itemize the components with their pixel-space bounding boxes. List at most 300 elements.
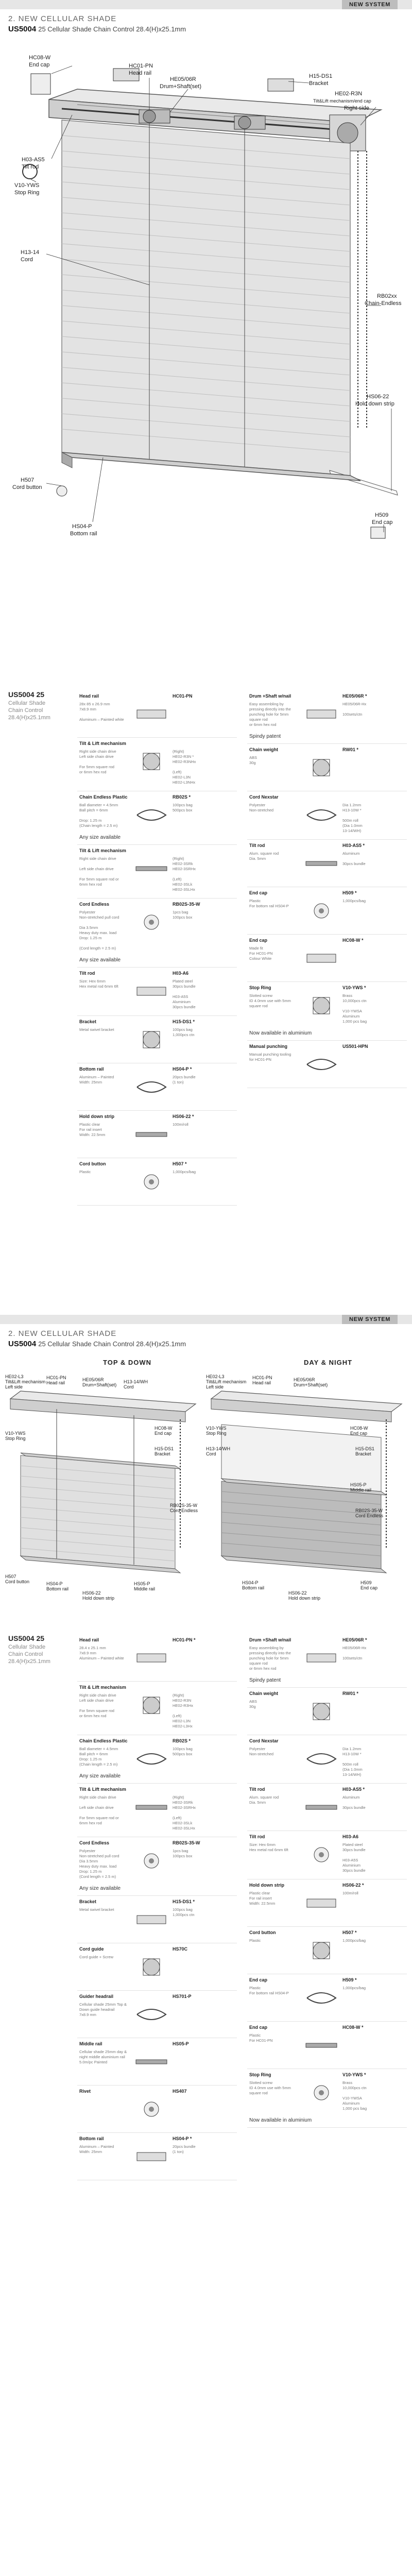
callout-text: Cord Endless <box>170 1508 198 1513</box>
part-description: Manual punching tooling for HC01-PN <box>249 1052 291 1062</box>
part-code: H03-A6 <box>342 1834 359 1839</box>
part-packing: 100pcs bag 500pcs box <box>173 803 193 812</box>
part-description: Metal swivel bracket <box>79 1907 114 1912</box>
part-row <box>247 2022 407 2069</box>
part-code: HC08-W * <box>342 938 364 943</box>
part-thumbnail-icon <box>133 2048 170 2075</box>
callout-text: HE05/06R <box>294 1377 315 1382</box>
callout-text: RB02S-35-W <box>355 1508 383 1513</box>
part-code: HS701-P <box>173 1994 192 1999</box>
part-code: H03-AS5 * <box>342 1787 365 1792</box>
part-name: Tilt rod <box>249 1834 265 1839</box>
part-packing: 20pcs bundle (1 ton) <box>173 2144 196 2154</box>
part-row <box>77 1016 237 1063</box>
part-description: Plastic For bottom rail HS04-P <box>249 899 289 908</box>
callout-text: End cap <box>360 1585 378 1590</box>
part-row <box>247 1688 407 1735</box>
callout-text: H13-14/WH <box>206 1446 231 1451</box>
part-packing: Aluminum 30pcs bundle <box>342 1795 366 1810</box>
part-note: Spindy patent <box>249 734 281 739</box>
part-packing: (Right) HE02-R3N HE02-R3Hx (Left) HE02-L3N HE02-L3Hx <box>173 1693 194 1728</box>
callout-text: RB02S-35-W <box>170 1503 198 1508</box>
part-name: Chain weight <box>249 1691 278 1696</box>
part-code: US501-HPN <box>342 1044 368 1049</box>
callout-text: H509 <box>375 512 389 518</box>
part-description: 28x 85 x 26.9 mm 7x8.9 mm Aluminum – Painted white <box>79 702 124 722</box>
callout-text: Tilt&Lift mechanism/end cap <box>313 98 371 104</box>
part-packing: Dia 1.2mm H13-10W * 500m roll (Dia 1.0mm 13-14/WH) <box>342 803 363 833</box>
part-thumbnail-icon <box>303 701 340 727</box>
part-thumbnail-icon <box>133 2143 170 2170</box>
part-code: RB02S * <box>173 794 191 800</box>
part-thumbnail-icon <box>133 1906 170 1933</box>
part-packing: Brass 10,000pcs ctn V10-YWSA Aluminum 1,000 pcs bag <box>342 2080 367 2111</box>
part-thumbnail-icon <box>303 2032 340 2059</box>
part-description: Aluminum – Painted Width: 25mm <box>79 1075 114 1084</box>
part-packing: Brass 10,000pcs ctn V10-YWSA Aluminum 1,000 pcs bag <box>342 993 367 1024</box>
callout-text: H13-14 <box>21 249 40 256</box>
part-name: Tilt & Lift mechanism <box>79 741 126 746</box>
part-name: Chain Endless Plastic <box>79 794 128 800</box>
part-description: Alum. square rod Dia. 5mm <box>249 851 279 861</box>
callout-text: Middle rail <box>350 1487 372 1493</box>
part-name: End cap <box>249 2025 268 2030</box>
part-packing: 100pcs bag 1,000pcs ctn <box>173 1027 195 1037</box>
part-thumbnail-icon <box>133 1121 170 1148</box>
part-thumbnail-icon <box>133 1954 170 1980</box>
part-thumbnail-icon <box>133 1745 170 1772</box>
part-row <box>77 1682 237 1735</box>
part-note: Any size available <box>79 1773 121 1779</box>
callout-text: Head rail <box>252 1380 271 1385</box>
part-row <box>77 1784 237 1837</box>
part-name: Manual punching <box>249 1044 287 1049</box>
callout-text: V10-YWS <box>5 1431 26 1436</box>
callout-text: Hold down strip <box>355 401 394 407</box>
part-row <box>77 968 237 1016</box>
callout-text: HC08-W <box>350 1426 368 1431</box>
part-thumbnail-icon <box>303 992 340 1019</box>
part-packing: Plated steel 30pcs bundle H03-A5S Aluminium 30pcs bundle <box>342 1842 366 1873</box>
part-code: HS05-P <box>173 2041 189 2046</box>
part-thumbnail-icon <box>133 1692 170 1719</box>
part-description: 28.4 x 25.1 mm 7x8.9 mm Aluminum – Painted white <box>79 1646 124 1660</box>
callout-text: Head rail <box>46 1380 65 1385</box>
callout-text: HE02-L3 <box>206 1374 225 1379</box>
part-description: ABS 30g <box>249 1699 258 1709</box>
model-description: 25 Cellular Shade Chain Control 28.4(H)x25.1mm <box>38 25 186 33</box>
section-title: 2. NEW CELLULAR SHADE <box>8 14 117 23</box>
side-description: Cellular Shade Chain Control 28.4(H)x25.1mm <box>8 700 50 721</box>
part-packing: (Right) HE02-3SRk HE02-3SRHx (Left) HE02-3SLk HE02-3SLHx <box>173 856 196 892</box>
part-note: Spindy patent <box>249 1677 281 1683</box>
part-row <box>77 2038 237 2086</box>
part-code: HC01-PN <box>173 693 193 699</box>
side-model: US5004 25 <box>8 690 45 699</box>
parts-column-right <box>247 690 407 1088</box>
part-note: Any size available <box>79 957 121 963</box>
part-thumbnail-icon <box>303 802 340 828</box>
part-row <box>77 1943 237 1991</box>
callout-text: HS06-22 <box>82 1590 101 1596</box>
callout-text: H15-DS1 <box>309 73 333 79</box>
callout-text: HS06-22 <box>288 1590 307 1596</box>
model-line <box>8 25 412 33</box>
callout-text: HS04-P <box>46 1581 63 1586</box>
part-thumbnail-icon <box>303 754 340 781</box>
part-code: H15-DS1 * <box>173 1019 195 1024</box>
part-packing: 100m/roll <box>342 1891 358 1895</box>
callout-text: HE02-R3N <box>335 91 363 97</box>
part-row <box>247 744 407 791</box>
callout-text: Right side <box>344 105 369 111</box>
part-code: V10-YWS * <box>342 985 366 990</box>
callout-text: Cord button <box>5 1579 30 1584</box>
part-name: Bracket <box>79 1899 97 1904</box>
callout-text: H509 <box>360 1580 372 1585</box>
part-thumbnail-icon <box>133 1848 170 1874</box>
part-note: Now available in aluminium <box>249 2117 312 2123</box>
part-code: HS70C <box>173 1946 188 1952</box>
part-code: RW01 * <box>342 1691 358 1696</box>
part-name: Cord button <box>249 1930 276 1935</box>
part-code: HE05/06R * <box>342 1637 367 1642</box>
part-name: Drum +Shaft w/nail <box>249 1637 291 1642</box>
part-code: RW01 * <box>342 747 358 752</box>
part-packing: 100m/roll <box>173 1122 188 1127</box>
callout-text: H15-DS1 <box>355 1446 375 1451</box>
part-description: ABS 30g <box>249 755 258 765</box>
part-note: Any size available <box>79 835 121 840</box>
part-row <box>77 1634 237 1682</box>
part-row <box>77 1837 237 1896</box>
part-packing: 1,000pcs/bag <box>342 1938 366 1943</box>
part-packing: 1,000pcs/bag <box>173 1170 196 1174</box>
part-code: HC01-PN * <box>173 1637 196 1642</box>
part-name: Rivet <box>79 2089 91 2094</box>
callout-text: Cord <box>206 1451 216 1456</box>
model-description: 25 Cellular Shade Chain Control 28.4(H)x25.1mm <box>38 1340 186 1348</box>
top-down-title: TOP & DOWN <box>103 1359 152 1366</box>
header-band <box>0 0 412 9</box>
part-description: Polyester Non-stretched pull cord Dia 3.5mm Heavy duty max. load Drop: 1.25 m (Cord length = 2.5 m) <box>79 1849 119 1879</box>
part-row <box>77 1735 237 1784</box>
callout-text: HC01-PN <box>46 1375 66 1380</box>
part-description: Made fit For HC01-PN Colour White <box>249 946 273 961</box>
part-thumbnail-icon <box>133 978 170 1005</box>
part-description: Right side chain drive Left side chain drive For 5mm square rod or 6mm hex rod <box>79 1795 119 1825</box>
callout-text: Stop Ring <box>14 190 40 196</box>
model-line <box>8 1340 412 1348</box>
part-name: Head rail <box>79 693 99 699</box>
part-name: Tilt & Lift mechanism <box>79 1685 126 1690</box>
callout-text: H507 <box>21 477 35 483</box>
part-code: HS06-22 * <box>173 1114 194 1119</box>
callout-text: Cord Endless <box>355 1513 384 1518</box>
part-row <box>77 2133 237 2180</box>
callout-text: Bottom rail <box>70 531 97 537</box>
part-code: HS407 <box>173 2089 187 2094</box>
system-badge: NEW SYSTEM <box>342 1315 398 1324</box>
part-thumbnail-icon <box>133 1168 170 1195</box>
part-description: Easy assembling by pressing directly into the punching hole for 5mm square rod or 6mm hex rod <box>249 702 291 727</box>
part-name: Stop Ring <box>249 2072 271 2077</box>
callout-text: HC01-PN <box>129 63 153 69</box>
section-title: 2. NEW CELLULAR SHADE <box>8 1329 117 1338</box>
part-row <box>247 1927 407 1974</box>
part-description: Ball diameter = 4.5mm Ball pitch = 6mm Drop: 1.25 m (Chain length = 2.5 m) <box>79 803 118 828</box>
day-night-title: DAY & NIGHT <box>304 1359 353 1366</box>
part-name: Stop Ring <box>249 985 271 990</box>
part-row <box>247 982 407 1041</box>
part-description: Right side chain drive Left side chain drive For 5mm square rod or 6mm hex rod <box>79 1693 116 1718</box>
part-thumbnail-icon <box>303 1745 340 1772</box>
part-packing: (Right) HE02-3SRk HE02-3SRHx (Left) HE02-3SLk HE02-3SLHx <box>173 1795 196 1831</box>
callout-text: Drum+Shaft(set) <box>82 1382 117 1387</box>
part-name: Chain weight <box>249 747 278 752</box>
part-code: RB02S-35-W <box>173 902 200 907</box>
callout-text: Bottom rail <box>46 1586 69 1591</box>
part-code: RB02S-35-W <box>173 1840 200 1845</box>
part-thumbnail-icon <box>133 1074 170 1100</box>
model-code: US5004 <box>8 25 37 33</box>
part-name: Tilt rod <box>79 971 95 976</box>
part-name: Head rail <box>79 1637 99 1642</box>
part-thumbnail-icon <box>303 1985 340 2011</box>
callout-text: Bracket <box>355 1451 371 1456</box>
part-description: Metal swivel bracket <box>79 1027 114 1032</box>
part-name: Tilt & Lift mechanism <box>79 848 126 853</box>
part-name: End cap <box>249 890 268 895</box>
part-row <box>247 1831 407 1879</box>
callout-text: Drum+Shaft(set) <box>160 83 201 90</box>
part-thumbnail-icon <box>303 1890 340 1917</box>
part-packing: HE05/06R-Hx 100sets/ctn <box>342 702 367 717</box>
part-description: Aluminum – Painted Width: 25mm <box>79 2144 114 2154</box>
part-name: Cord Endless <box>79 902 110 907</box>
part-row <box>247 887 407 935</box>
callout-text: Head rail <box>129 70 152 76</box>
part-row <box>77 1896 237 1943</box>
callout-text: H507 <box>5 1574 16 1579</box>
part-description: Size: Hex 6mm Hex metal rod 6mm 6ft <box>249 1842 288 1852</box>
part-code: HS06-22 * <box>342 1883 364 1888</box>
callout-text: Cord button <box>12 484 42 490</box>
part-thumbnail-icon <box>303 1051 340 1078</box>
part-row <box>77 899 237 968</box>
part-code: HE05/06R * <box>342 693 367 699</box>
part-description: Plastic <box>249 1938 261 1943</box>
part-code: H509 * <box>342 890 357 895</box>
callout-text: Stop Ring <box>5 1436 26 1441</box>
callout-text: HC01-PN <box>252 1375 272 1380</box>
part-thumbnail-icon <box>133 748 170 775</box>
part-code: HC08-W * <box>342 2025 364 2030</box>
part-row <box>247 1879 407 1927</box>
part-name: Bracket <box>79 1019 97 1024</box>
part-thumbnail-icon <box>133 909 170 936</box>
part-description: Right side chain drive Left side chain drive For 5mm square rod or 6mm hex rod <box>79 749 116 774</box>
part-code: H507 * <box>342 1930 357 1935</box>
callout-text: Tilt&Lift mechanism <box>5 1379 46 1384</box>
part-packing: 100pcs bag 500pcs box <box>173 1747 193 1756</box>
part-row <box>77 690 237 738</box>
part-name: End cap <box>249 1977 268 1982</box>
callout-text: End cap <box>29 62 50 68</box>
part-name: Hold down strip <box>249 1883 284 1888</box>
side-description: Cellular Shade Chain Control 28.4(H)x25.1mm <box>8 1644 50 1665</box>
part-thumbnail-icon <box>133 802 170 828</box>
part-description: Slotted screw ID 4.0mm use with 5mm square rod <box>249 2080 291 2095</box>
part-row <box>247 1735 407 1784</box>
part-code: H03-A6 <box>173 971 189 976</box>
part-description: Polyester Non-stretched <box>249 803 274 812</box>
parts-column-left <box>77 1634 237 2180</box>
part-packing: 1,000pcs/bag <box>342 1986 366 1990</box>
part-name: Guider headrail <box>79 1994 114 1999</box>
callout-text: Bracket <box>154 1451 170 1456</box>
callout-text: Hold down strip <box>288 1596 321 1601</box>
callout-text: H03-AS5 <box>22 157 45 163</box>
part-thumbnail-icon <box>303 1937 340 1964</box>
header-band <box>0 1315 412 1324</box>
dual-diagram-drawing <box>0 1352 412 1631</box>
callout-text: H15-DS1 <box>154 1446 174 1451</box>
part-description: Alum. square rod Dia. 5mm <box>249 1795 279 1805</box>
callout-text: Cord <box>124 1384 134 1389</box>
part-thumbnail-icon <box>303 897 340 924</box>
callout-text: HS05-P <box>350 1482 367 1487</box>
part-description: Polyester Non-stretched pull cord Dia 3.5mm Heavy duty max. load Drop: 1.25 m (Cord length = 2.5 m) <box>79 910 119 951</box>
callout-text: Drum+Shaft(set) <box>294 1382 328 1387</box>
callout-text: HS05-P <box>134 1581 150 1586</box>
model-code: US5004 <box>8 1340 37 1348</box>
callout-text: HC08-W <box>154 1426 173 1431</box>
part-code: V10-YWS * <box>342 2072 366 2077</box>
part-packing: 100pcs bag 1,000pcs ctn <box>173 1907 195 1917</box>
callout-text: HS04-P <box>242 1580 259 1585</box>
part-thumbnail-icon <box>133 855 170 882</box>
part-code: HS04-P * <box>173 1066 192 1072</box>
part-thumbnail-icon <box>303 850 340 877</box>
part-thumbnail-icon <box>303 2079 340 2106</box>
part-code: H15-DS1 * <box>173 1899 195 1904</box>
callout-text: HS06-22 <box>367 394 389 400</box>
part-row <box>77 738 237 791</box>
part-row <box>77 1991 237 2038</box>
part-description: Right side chain drive Left side chain drive For 5mm square rod or 6mm hex rod <box>79 856 119 887</box>
part-thumbnail-icon <box>133 2001 170 2028</box>
part-description: Plastic For bottom rail HS04-P <box>249 1986 289 1995</box>
part-packing: 1pcs bag 100pcs box <box>173 910 193 920</box>
product-side-label <box>8 690 65 721</box>
part-row <box>247 1634 407 1688</box>
part-thumbnail-icon <box>303 1645 340 1671</box>
callout-text: H13-14/WH <box>124 1379 148 1384</box>
callout-text: Stop Ring <box>206 1431 227 1436</box>
callout-text: Cord <box>21 257 33 263</box>
part-thumbnail-icon <box>303 1698 340 1725</box>
callout-text: End cap <box>372 519 393 526</box>
callout-text: V10-YWS <box>206 1426 227 1431</box>
callout-text: Chain-Endless <box>365 300 402 307</box>
part-description: Ball diameter = 4.5mm Ball pitch = 6mm Drop: 1.25 m (Chain length = 2.5 m) <box>79 1747 118 1767</box>
callout-text: End cap <box>154 1431 172 1436</box>
parts-column-left <box>77 690 237 1206</box>
part-row <box>247 2069 407 2128</box>
exploded-diagram-drawing <box>0 38 412 563</box>
part-description: Plastic For HC01-PN <box>249 2033 273 2043</box>
part-row <box>77 791 237 845</box>
callout-text: V10-YWS <box>14 182 40 189</box>
part-packing: HE05/06R-Hx 100sets/ctn <box>342 1646 367 1660</box>
part-packing: 20pcs bundle (1 ton) <box>173 1075 196 1084</box>
callout-text: HS04-P <box>72 523 92 530</box>
callout-text: HC08-W <box>29 55 51 61</box>
part-row <box>247 1041 407 1088</box>
callout-text: Bracket <box>309 80 329 87</box>
part-note: Now available in aluminium <box>249 1030 312 1036</box>
callout-text: HE02-L3 <box>5 1374 24 1379</box>
parts-column-right <box>247 1634 407 2128</box>
callout-text: Bottom rail <box>242 1585 265 1590</box>
part-name: Cord Nexstar <box>249 794 279 800</box>
part-name: Tilt rod <box>249 843 265 848</box>
callout-text: RB02xx <box>377 293 397 299</box>
part-description: Cellular shade 25mm Top & Down guide headrail 7x8.9 mm <box>79 2002 127 2017</box>
part-row <box>247 935 407 982</box>
part-name: Cord button <box>79 1161 106 1166</box>
part-packing: Plated steel 30pcs bundle H03-A5S Aluminium 30pcs bundle <box>173 979 196 1009</box>
part-thumbnail-icon <box>303 1841 340 1868</box>
part-row <box>247 840 407 887</box>
part-name: Drum +Shaft w/nail <box>249 693 291 699</box>
part-name: Chain Endless Plastic <box>79 1738 128 1743</box>
part-row <box>77 1111 237 1158</box>
part-description: Cellular shade 25mm day & night middle aluminium rail 5.0m/pc Painted <box>79 2049 127 2064</box>
part-thumbnail-icon <box>303 1794 340 1821</box>
part-row <box>77 1063 237 1111</box>
part-packing: Aluminum 30pcs bundle <box>342 851 366 866</box>
part-code: H03-AS5 * <box>342 843 365 848</box>
part-description: Size: Hex 6mm Hex metal rod 6mm 6ft <box>79 979 118 989</box>
part-packing: (Right) HE02-R3N * HE02-R3NHx (Left) HE02-L3N HE02-L3NHx <box>173 749 196 785</box>
part-name: Tilt & Lift mechanism <box>79 1787 126 1792</box>
part-thumbnail-icon <box>133 2096 170 2123</box>
part-name: Tilt rod <box>249 1787 265 1792</box>
callout-text: End cap <box>350 1431 368 1436</box>
callout-text: Tilt&Lift mechanism <box>206 1379 247 1384</box>
part-thumbnail-icon <box>133 1645 170 1671</box>
part-description: Plastic <box>79 1170 91 1174</box>
side-model: US5004 25 <box>8 1634 45 1642</box>
part-code: H509 * <box>342 1977 357 1982</box>
callout-text: Tilt rod <box>22 164 39 170</box>
part-packing: Dia 1.2mm H13-10W * 500m roll (Dia 1.0mm 13-14/WH) <box>342 1747 363 1777</box>
part-note: Any size available <box>79 1886 121 1891</box>
product-side-label <box>8 1634 65 1665</box>
part-name: Bottom rail <box>79 1066 104 1072</box>
part-description: Plastic clear For rail insert Width: 22.5mm <box>79 1122 106 1137</box>
part-row <box>247 1974 407 2022</box>
part-code: HS04-P * <box>173 2136 192 2141</box>
part-row <box>77 2086 237 2133</box>
part-code: RB02S * <box>173 1738 191 1743</box>
catalog-page-2 <box>0 1315 412 2576</box>
part-name: End cap <box>249 938 268 943</box>
part-thumbnail-icon <box>133 1026 170 1053</box>
callout-text: Hold down strip <box>82 1596 115 1601</box>
